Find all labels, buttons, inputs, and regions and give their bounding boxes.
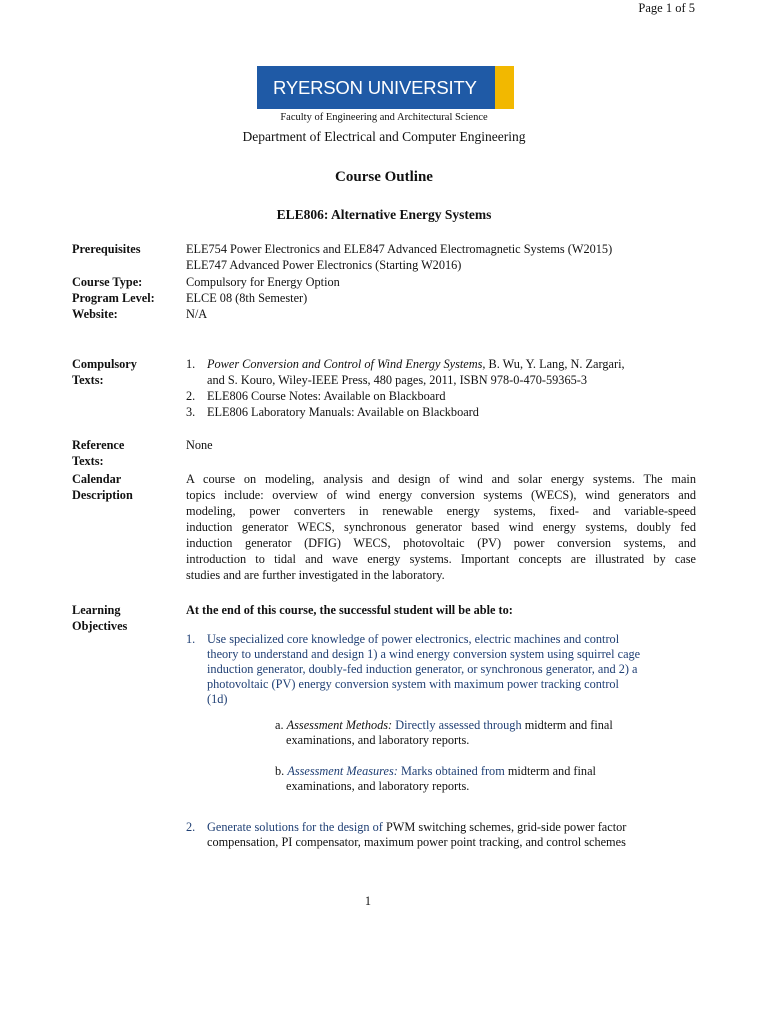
logo-text: RYERSON UNIVERSITY (273, 77, 477, 98)
book-authors: B. Wu, Y. Lang, N. Zargari, (485, 357, 625, 371)
book-details: and S. Kouro, Wiley-IEEE Press, 480 pages, 2011, ISBN 978-0-470-59365-3 (207, 373, 587, 387)
learning-objectives-label-2: Objectives (72, 619, 128, 633)
text-item-number: 1. (186, 357, 196, 371)
assessment-methods-end: midterm and final (524, 718, 613, 732)
department-name: Department of Electrical and Computer Engineering (242, 129, 526, 144)
objective-item-2 (186, 820, 706, 850)
page-number-header: Page 1 of 5 (638, 1, 695, 15)
calendar-description-label-1: Calendar (72, 472, 122, 486)
document-title: Course Outline (335, 169, 433, 185)
website-label: Website: (72, 307, 118, 321)
book-title: Power Conversion and Control of Wind Energy Systems, (207, 357, 486, 371)
assessment-measures-text: Marks obtained from (400, 764, 505, 778)
logo-accent-bar (495, 66, 514, 109)
faculty-name: Faculty of Engineering and Architectural Science (280, 112, 488, 123)
objective-line: theory to understand and design 1) a wind energy conversion system using squirrel cage (207, 647, 641, 661)
prerequisites-line-2: ELE747 Advanced Power Electronics (Starting W2016) (186, 258, 462, 272)
calendar-line: studies and are further investigated in the laboratory. (186, 568, 445, 582)
reference-texts-value: None (186, 438, 213, 452)
course-title: ELE806: Alternative Energy Systems (276, 207, 492, 222)
objectives-intro: At the end of this course, the successful student will be able to: (186, 603, 513, 617)
text-item-number: 3. (186, 405, 196, 419)
calendar-description (186, 471, 696, 583)
objective-line: compensation, PI compensator, maximum power point tracking, and control schemes (207, 835, 626, 849)
objective-line: photovoltaic (PV) energy conversion system with maximum power tracking control (207, 677, 619, 691)
assessment-methods-label: Assessment Methods: (286, 718, 393, 732)
compulsory-texts-label-1: Compulsory (72, 357, 137, 371)
program-level-value: ELCE 08 (8th Semester) (186, 291, 308, 305)
sub-letter: a. (275, 718, 284, 732)
calendar-line: induction generator (DFIG) WECS, photovoltaic (PV) power conversion systems, and (186, 536, 696, 550)
objective-number: 2. (186, 820, 196, 834)
footer-page-number: 1 (364, 894, 372, 908)
prerequisites-label: Prerequisites (72, 242, 141, 256)
objective-number: 1. (186, 632, 196, 646)
calendar-description-label-2: Description (72, 488, 133, 502)
assessment-measures-end: midterm and final (507, 764, 596, 778)
assessment-measures-label: Assessment Measures: (287, 764, 398, 778)
objective-line-rest: PWM switching schemes, grid-side power factor (385, 820, 627, 834)
text-item-1 (186, 356, 706, 388)
text-item-number: 2. (186, 389, 196, 403)
calendar-line: topics include: overview of wind energy conversion systems (WECS), wind generators and (186, 488, 696, 502)
program-level-label: Program Level: (72, 291, 155, 305)
assessment-methods-text: Directly assessed through (395, 718, 522, 732)
calendar-line: modeling, power converters in renewable energy systems, fixed- and variable-speed (186, 504, 696, 518)
reference-texts-label-1: Reference (72, 438, 125, 452)
compulsory-texts-label-2: Texts: (72, 373, 104, 387)
university-logo (257, 66, 514, 109)
objective-line: (1d) (207, 692, 228, 706)
calendar-line: introduction to tidal and wave energy systems. Important concepts are illustrated by case (186, 552, 696, 566)
objective-item-1 (186, 632, 706, 707)
assessment-measures-line-2: examinations, and laboratory reports. (286, 779, 470, 793)
prerequisites-line-1: ELE754 Power Electronics and ELE847 Advanced Electromagnetic Systems (W2015) (186, 242, 613, 256)
course-type-label: Course Type: (72, 275, 143, 289)
text-item-3 (186, 404, 706, 420)
objective-line-blue: Generate solutions for the design of (207, 820, 383, 834)
text-item-2 (186, 388, 706, 404)
sub-letter: b. (275, 764, 285, 778)
objective-line: induction generator, doubly-fed induction generator, or synchronous generator, and 2) a (207, 662, 638, 676)
assessment-measures (275, 764, 695, 794)
website-value: N/A (186, 307, 208, 321)
assessment-methods (275, 718, 695, 748)
text-item-text: ELE806 Laboratory Manuals: Available on Blackboard (207, 405, 479, 419)
learning-objectives-label-1: Learning (72, 603, 121, 617)
calendar-line: induction generator WECS, synchronous generator based wind energy systems, doubly fed (186, 520, 696, 534)
objective-line: Use specialized core knowledge of power electronics, electric machines and control (207, 632, 620, 646)
calendar-line: A course on modeling, analysis and design of wind and solar energy systems. The main (186, 472, 696, 486)
course-type-value: Compulsory for Energy Option (186, 275, 340, 289)
assessment-methods-line-2: examinations, and laboratory reports. (286, 733, 470, 747)
text-item-text: ELE806 Course Notes: Available on Blackboard (207, 389, 446, 403)
reference-texts-label-2: Texts: (72, 454, 104, 468)
